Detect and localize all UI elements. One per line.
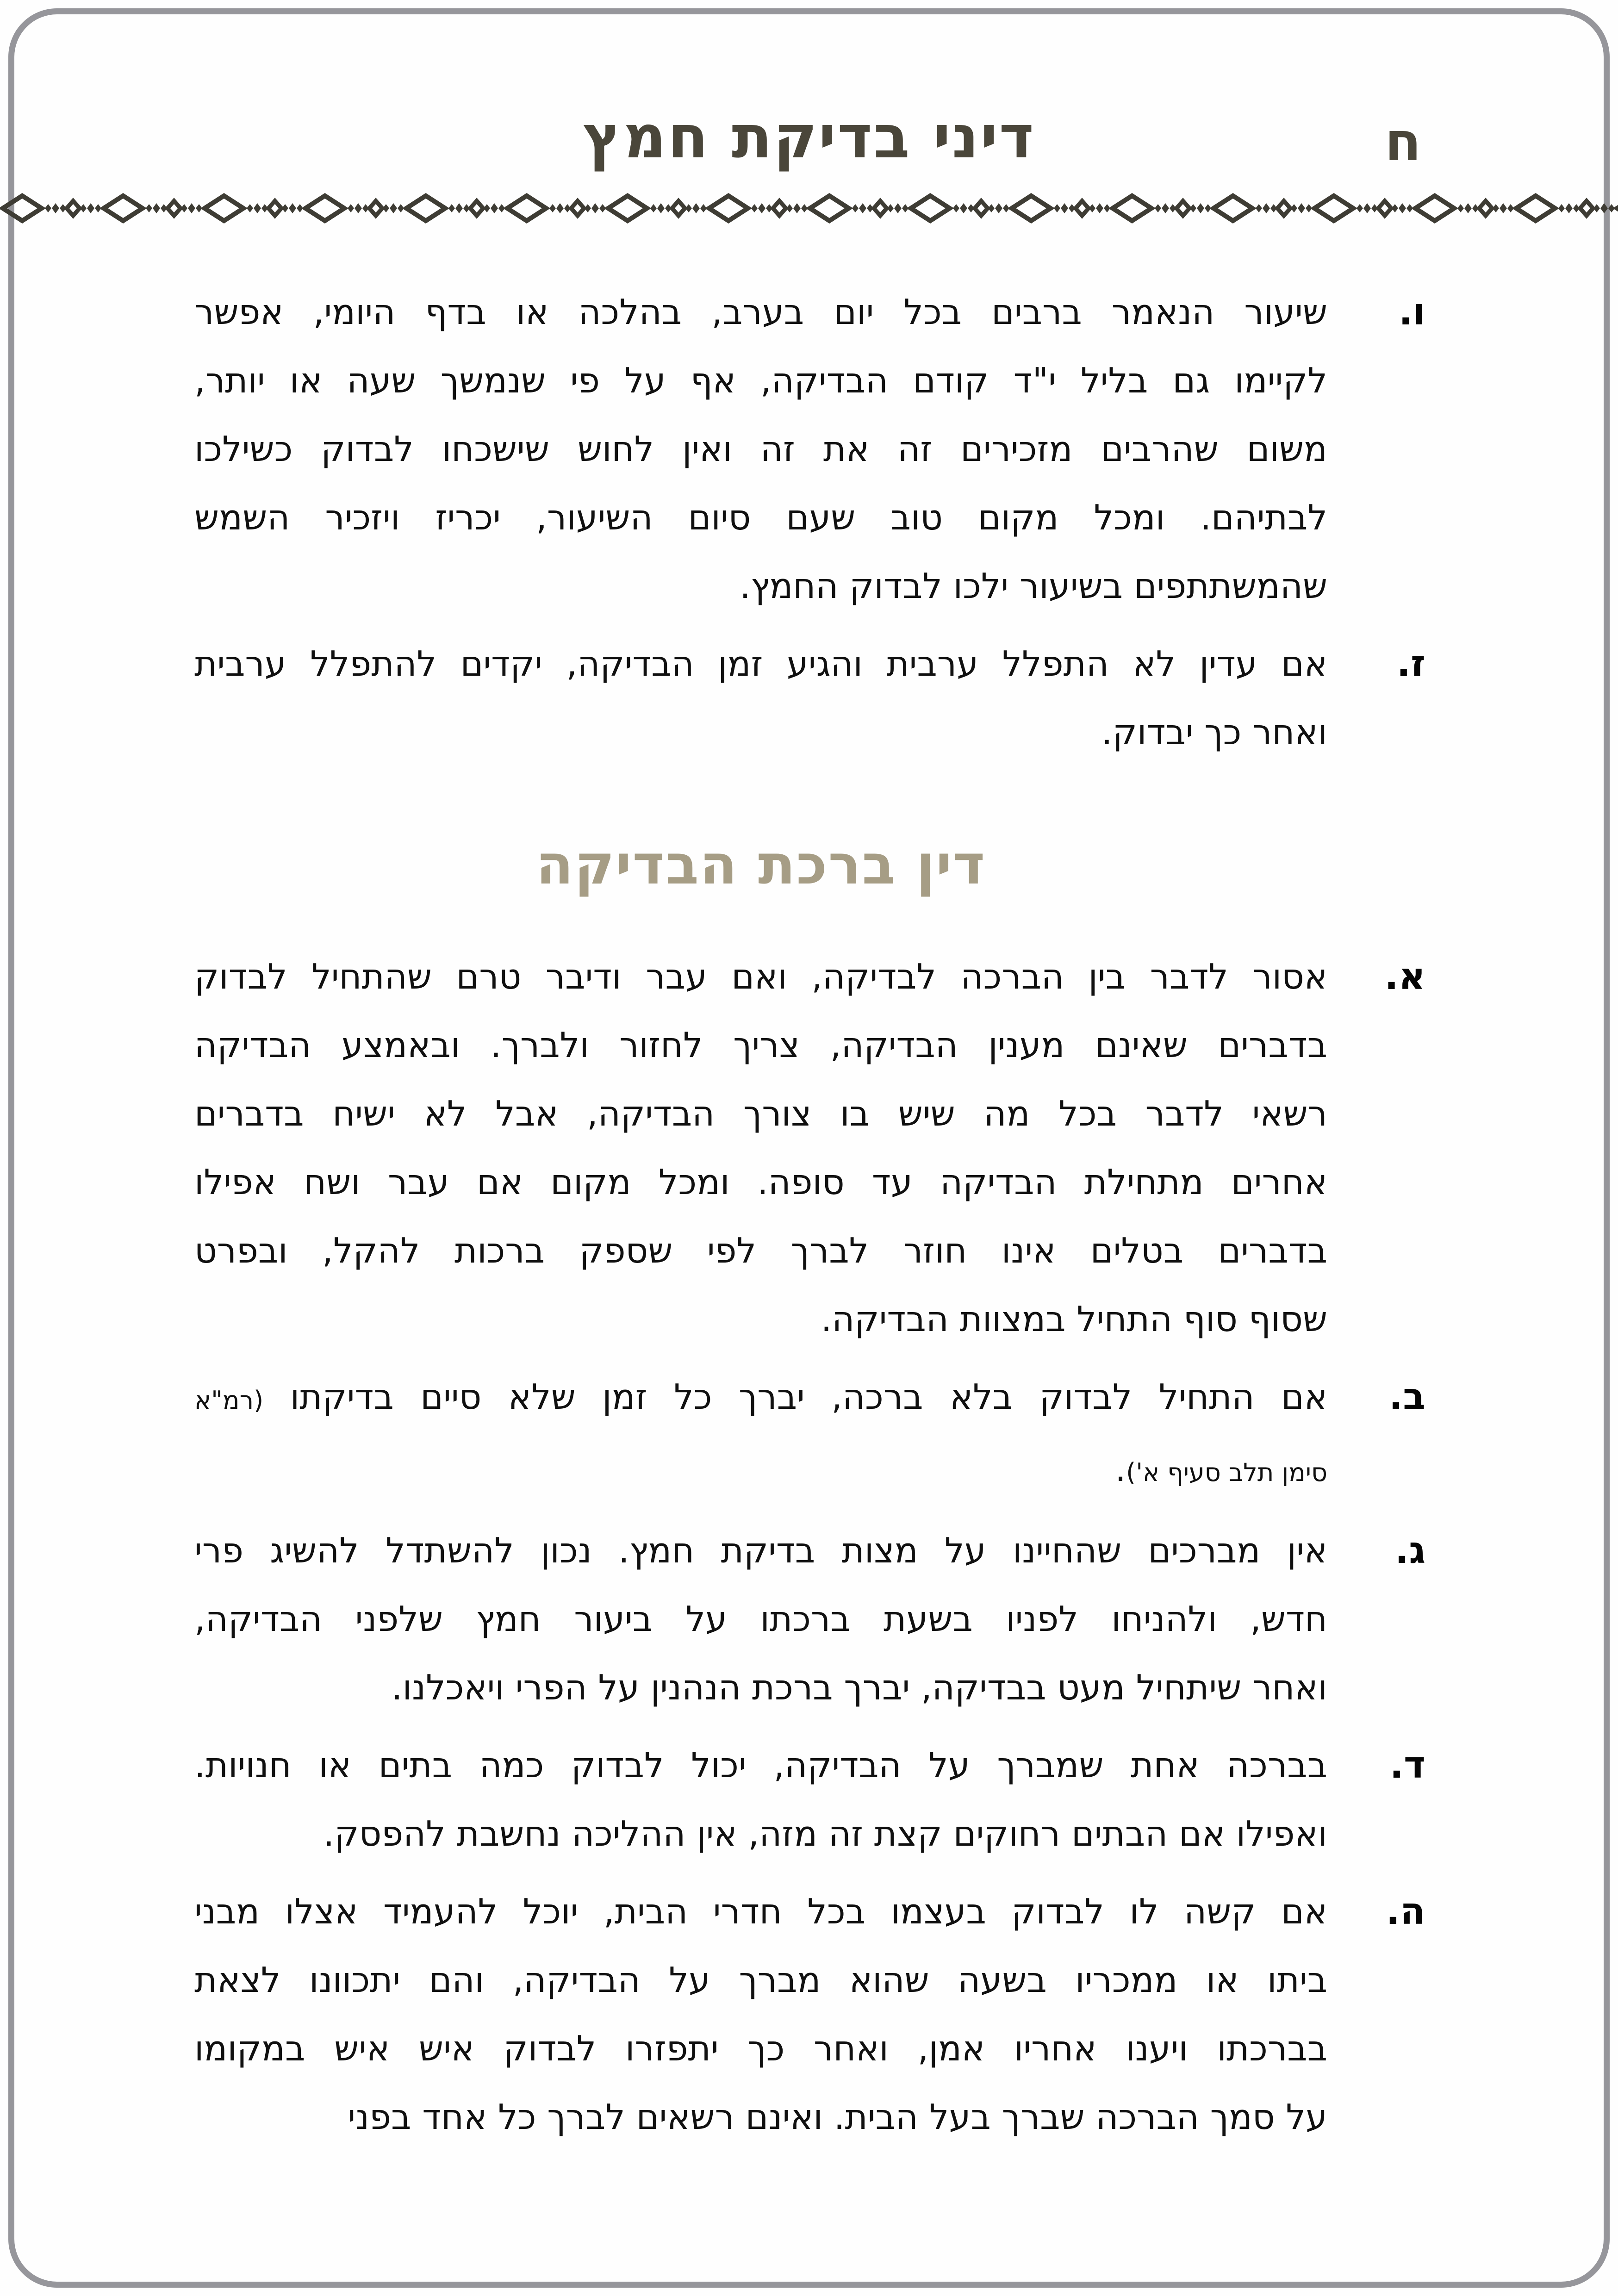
- text-line: אין מברכים שהחיינו על מצות בדיקת חמץ. נכון להשתדל להשיג פרי: [194, 1530, 1327, 1571]
- paragraph-marker: א.: [1384, 955, 1425, 998]
- text-line: אחרים מתחילת הבדיקה עד סופה. ומכל מקום אם עבר ושח אפילו: [194, 1162, 1327, 1202]
- text-line: שהמשתתפים בשיעור ילכו לבדוק החמץ.: [740, 566, 1327, 606]
- text-line: ואחר שיתחיל מעט בבדיקה, יברך ברכת הנהנין על הפרי ויאכלנו.: [391, 1667, 1327, 1708]
- text-line: לבתיהם. ומכל מקום טוב שעם סיום השיעור, יכריז ויזכיר השמש: [194, 497, 1327, 538]
- text-line: בברכתו ויענו אחריו אמן, ואחר כך יתפזרו לבדוק איש איש במקומו: [194, 2028, 1327, 2069]
- diamond-divider-icon: [0, 187, 1618, 229]
- paragraph-bet: [194, 1363, 1425, 1507]
- text-line: ואחר כך יבדוק.: [1101, 712, 1327, 753]
- paragraph-marker: ב.: [1388, 1375, 1425, 1418]
- text-line: לקיימו גם בליל י"ד קודם הבדיקה, אף על פי שנמשך שעה או יותר,: [194, 360, 1327, 401]
- text-line: אם קשה לו לבדוק בעצמו בכל חדרי הבית, יוכל להעמיד אצלו מבני: [194, 1891, 1327, 1932]
- paragraph-zayin: [194, 629, 1425, 766]
- source-reference: סימן תלב סעיף א'): [1126, 1458, 1327, 1487]
- text-line: בברכה אחת שמברך על הבדיקה, יכול לבדוק כמה בתים או חנויות.: [194, 1745, 1327, 1786]
- paragraph-aleph: [194, 942, 1425, 1353]
- paragraph-marker: ד.: [1389, 1743, 1425, 1786]
- paragraph-marker: ה.: [1386, 1890, 1425, 1933]
- text-line: ואפילו אם הבתים רחוקים קצת זה מזה, אין ההליכה נחשבת להפסק.: [323, 1813, 1327, 1854]
- page-title: דיני בדיקת חמץ: [583, 103, 1035, 172]
- page-number-letter: ח: [1384, 111, 1421, 173]
- text-line: אם עדין לא התפלל ערבית והגיע זמן הבדיקה, יקדים להתפלל ערבית: [194, 643, 1327, 684]
- text-line: ביתו או ממכריו בשעה שהוא מברך על הבדיקה, והם יתכוונו לצאת: [194, 1960, 1327, 2000]
- paragraph-gimel: [194, 1516, 1425, 1722]
- text-line: [194, 1435, 1327, 1507]
- text-line: בדברים בטלים אינו חוזר לברך לפי שספק ברכות להקל, ובפרט: [194, 1230, 1327, 1271]
- paragraph-marker: ו.: [1399, 290, 1425, 333]
- text-line: אסור לדבר בין הברכה לבדיקה, ואם עבר ודיבר טרם שהתחיל לבדוק: [194, 956, 1327, 997]
- paragraph-dalet: [194, 1731, 1425, 1868]
- text-line: משום שהרבים מזכירים זה את זה ואין לחוש שישכחו לבדוק כשילכו: [194, 429, 1327, 469]
- source-reference: (רמ"א: [194, 1386, 264, 1415]
- body-text: [194, 278, 1425, 2160]
- section-heading: דין ברכת הבדיקה: [535, 833, 986, 896]
- paragraph-marker: ג.: [1394, 1529, 1425, 1572]
- text-line: [194, 1363, 1327, 1435]
- text-line: שסוף סוף התחיל במצוות הבדיקה.: [821, 1299, 1327, 1339]
- text-line: רשאי לדבר בכל מה שיש בו צורך הבדיקה, אבל לא ישיח בדברים: [194, 1093, 1327, 1134]
- paragraph-marker: ז.: [1396, 642, 1425, 685]
- paragraph-vav: [194, 278, 1425, 620]
- text-line: שיעור הנאמר ברבים בכל יום בערב, בהלכה או בדף היומי, אפשר: [194, 292, 1327, 332]
- text-line: חדש, ולהניחו לפניו בשעת ברכתו על ביעור חמץ שלפני הבדיקה,: [194, 1599, 1327, 1639]
- text-line: בדברים שאינם מענין הבדיקה, צריך לחזור ולברך. ובאמצע הבדיקה: [194, 1025, 1327, 1065]
- paragraph-heh: [194, 1877, 1425, 2151]
- text-segment: .: [1115, 1449, 1126, 1489]
- text-segment: אם התחיל לבדוק בלא ברכה, יברך כל זמן שלא סיים בדיקתו: [263, 1376, 1327, 1417]
- text-line: על סמך הברכה שברך בעל הבית. ואינם רשאים לברך כל אחד בפני: [348, 2097, 1327, 2137]
